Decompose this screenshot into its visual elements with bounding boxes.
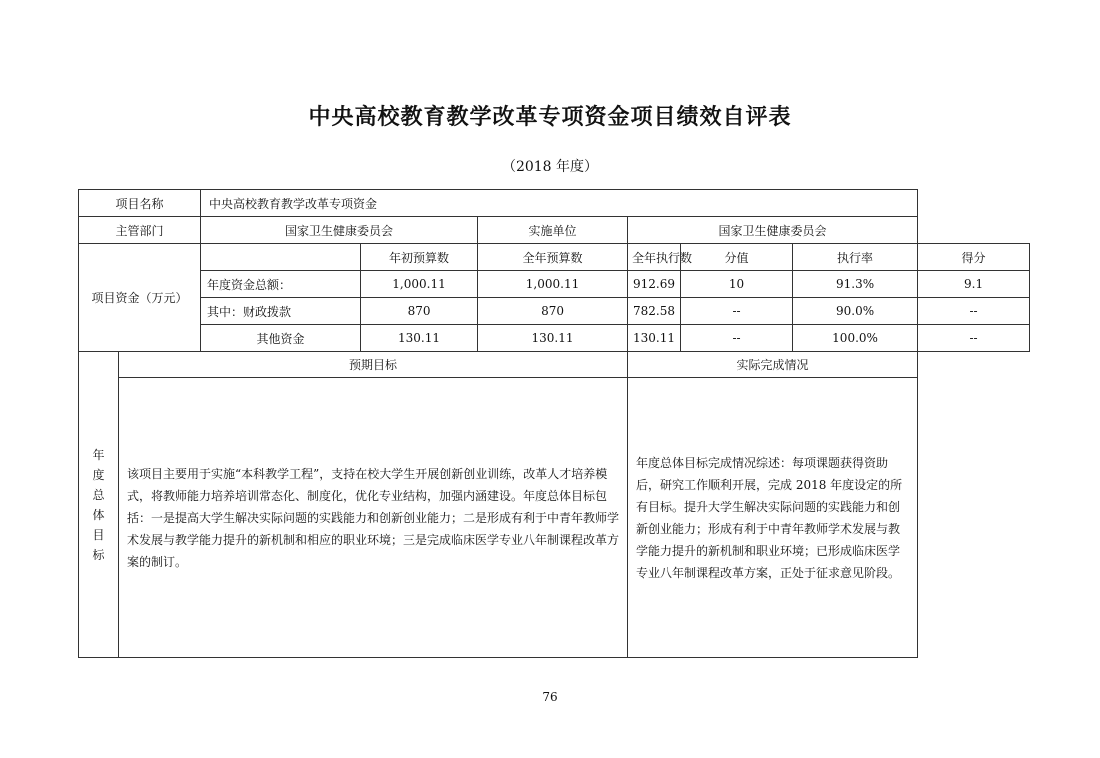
- funds-header-row: [79, 244, 1030, 271]
- funds-cell: --: [918, 325, 1030, 352]
- annual-goals-side-label: [79, 352, 119, 658]
- expected-goal-text: 该项目主要用于实施“本科教学工程”，支持在校大学生开展创新创业训练，改革人才培养模式，将教师能力培养培训常态化、制度化，优化专业结构，加强内涵建设。年度总体目标包括：一是提高大学生解决实际问题的实践能力和创新创业能力；二是形成有利于中青年教师学术发展与教学能力提升的新机制和相应的职业环境；三是完成临床医学专业八年制课程改革方案的制订。: [119, 378, 628, 658]
- performance-table: [78, 189, 1030, 658]
- funds-header-cell: 得分: [918, 244, 1030, 271]
- side-label-char: 年: [92, 447, 105, 462]
- department-row: [79, 217, 1030, 244]
- project-name-value: 中央高校教育教学改革专项资金: [201, 190, 918, 217]
- funds-cell: 90.0%: [793, 298, 918, 325]
- funds-cell: 782.58: [628, 298, 681, 325]
- funds-header-cell: 分值: [681, 244, 793, 271]
- funds-cell: --: [681, 298, 793, 325]
- page-number: 76: [542, 690, 558, 704]
- funds-cell: 9.1: [918, 271, 1030, 298]
- funds-row: [79, 325, 1030, 352]
- funds-cell: 870: [478, 298, 628, 325]
- funds-cell: 130.11: [361, 325, 478, 352]
- implementing-unit-value: 国家卫生健康委员会: [628, 217, 918, 244]
- funds-cell: 91.3%: [793, 271, 918, 298]
- funds-cell: 130.11: [478, 325, 628, 352]
- funds-cell: 100.0%: [793, 325, 918, 352]
- funds-cell: --: [918, 298, 1030, 325]
- funds-row: [79, 271, 1030, 298]
- funds-header-cell: 年初预算数: [361, 244, 478, 271]
- funds-row-label: 其中：财政拨款: [201, 298, 361, 325]
- project-name-row: [79, 190, 1030, 217]
- goals-header-row: [79, 352, 1030, 378]
- goals-content-row: [79, 378, 1030, 658]
- side-label-char: 目: [92, 527, 105, 542]
- funds-row-label: 其他资金: [201, 325, 361, 352]
- department-value: 国家卫生健康委员会: [201, 217, 478, 244]
- funds-row: [79, 298, 1030, 325]
- funds-cell: 1,000.11: [361, 271, 478, 298]
- funds-cell: 870: [361, 298, 478, 325]
- page-subtitle: （2018 年度）: [501, 159, 599, 175]
- funds-section-label: 项目资金（万元）: [79, 244, 201, 352]
- funds-cell: --: [681, 325, 793, 352]
- expected-goal-header: 预期目标: [119, 352, 628, 378]
- actual-completion-header: 实际完成情况: [628, 352, 918, 378]
- funds-row-label: 年度资金总额：: [201, 271, 361, 298]
- implementing-unit-label: 实施单位: [478, 217, 628, 244]
- page-title: 中央高校教育教学改革专项资金项目绩效自评表: [308, 105, 792, 130]
- side-label-char: 体: [92, 507, 105, 522]
- funds-header-cell: 全年预算数: [478, 244, 628, 271]
- actual-completion-text: 年度总体目标完成情况综述：每项课题获得资助后，研究工作顺利开展，完成 2018 年度设定的所有目标。提升大学生解决实际问题的实践能力和创新创业能力；形成有利于中青年教师学术发展与教学能力提升的新机制和职业环境；已形成临床医学专业八年制课程改革方案，正处于征求意见阶段。: [628, 378, 918, 658]
- funds-header-cell: 全年执行数: [628, 244, 681, 271]
- funds-cell: 10: [681, 271, 793, 298]
- side-label-char: 标: [92, 547, 105, 562]
- funds-header-cell: 执行率: [793, 244, 918, 271]
- side-label-char: 总: [92, 487, 105, 502]
- funds-header-blank: [201, 244, 361, 271]
- department-label: 主管部门: [79, 217, 201, 244]
- funds-cell: 130.11: [628, 325, 681, 352]
- side-label-char: 度: [92, 467, 105, 482]
- funds-cell: 912.69: [628, 271, 681, 298]
- project-name-label: 项目名称: [79, 190, 201, 217]
- funds-cell: 1,000.11: [478, 271, 628, 298]
